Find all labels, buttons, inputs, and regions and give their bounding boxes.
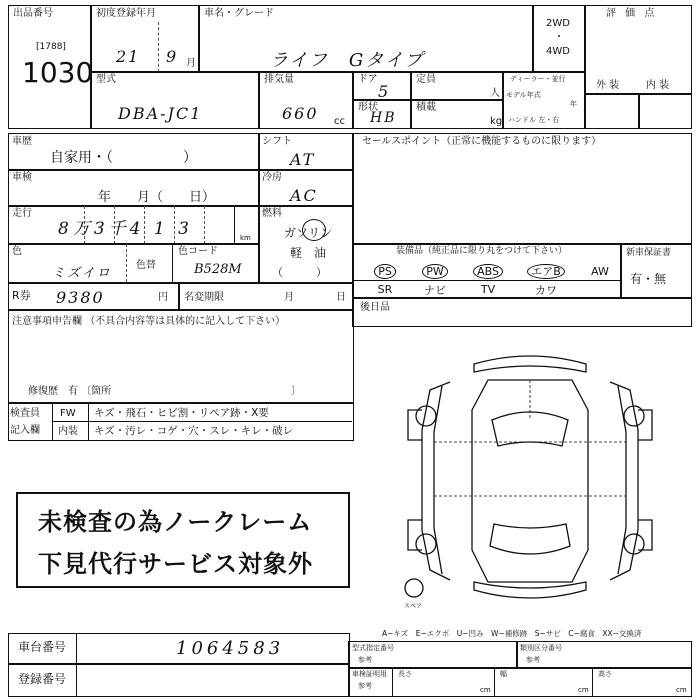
first-reg-divider bbox=[158, 22, 160, 72]
inspector-label-2: 記入欄 bbox=[10, 425, 40, 436]
equip-abs bbox=[460, 262, 516, 280]
equip-tv: TV bbox=[480, 283, 496, 296]
color-value: ミズイロ bbox=[52, 266, 112, 281]
mileage-value: 8万3千4 1 3 bbox=[58, 219, 193, 239]
notes-label: 注意事項申告欄 （不具合内容等は具体的に記入して下さい） bbox=[12, 316, 286, 327]
chassis-value: 1064583 bbox=[176, 638, 285, 659]
ac-value: AC bbox=[290, 186, 318, 205]
dealer-label: ディーラー・並行 bbox=[510, 75, 566, 83]
history-label: 車歴 bbox=[12, 136, 32, 147]
name-change-label: 名変期限 bbox=[184, 292, 224, 303]
color-code-value: B528M bbox=[194, 262, 242, 277]
displacement-unit: cc bbox=[334, 116, 345, 127]
inspector-int-value: キズ・汚レ・コゲ・穴・スレ・キレ・破レ bbox=[94, 425, 294, 437]
equip-ps bbox=[360, 262, 410, 280]
interior-label: 内 装 bbox=[646, 80, 670, 91]
model-spec-ref: 参考 bbox=[358, 656, 372, 664]
capacity-unit: 人 bbox=[490, 88, 500, 99]
equip-ps-circle: PS bbox=[374, 264, 396, 279]
load-label: 積載 bbox=[416, 102, 436, 113]
notice-line-1: 未検査の為ノークレーム bbox=[38, 508, 313, 536]
shift-label: シフト bbox=[262, 136, 292, 147]
eval-label: 評 価 点 bbox=[606, 8, 658, 19]
inspector-fw-label: FW bbox=[60, 408, 76, 419]
equip-airbag-circle: エアB bbox=[527, 264, 565, 279]
warranty-label: 新車保証書 bbox=[626, 248, 672, 258]
height-label: 高さ bbox=[598, 670, 612, 678]
rear-label: 後日品 bbox=[360, 302, 390, 313]
width-unit: cm bbox=[578, 686, 589, 694]
model-year-unit: 年 bbox=[570, 100, 577, 108]
handle-label: ハンドル 左・右 bbox=[508, 116, 560, 124]
exterior-box bbox=[584, 93, 640, 129]
door-value: 5 bbox=[378, 82, 391, 101]
shift-value: AT bbox=[290, 150, 316, 169]
type-cat-label: 類別区分番号 bbox=[520, 644, 562, 652]
model-year-label: モデル年式 bbox=[506, 91, 541, 99]
color-divider bbox=[126, 244, 128, 282]
equip-leather: カワ bbox=[535, 283, 557, 297]
inspector-int-label: 内装 bbox=[58, 426, 78, 437]
color-change-label: 色替 bbox=[136, 260, 156, 271]
type-cat-ref: 参考 bbox=[526, 656, 540, 664]
lot-number: 1030 bbox=[22, 56, 94, 89]
first-reg-month-unit: 月 bbox=[186, 58, 196, 69]
lot-small-number: [1788] bbox=[36, 42, 66, 52]
warranty-value: 有・無 bbox=[630, 272, 667, 286]
recycle-label: R券 bbox=[12, 289, 31, 302]
height-unit: cm bbox=[676, 686, 687, 694]
equip-navi: ナビ bbox=[424, 283, 446, 297]
capacity-label: 定員 bbox=[416, 74, 436, 85]
displacement-value: 660 bbox=[282, 104, 319, 123]
equip-pw bbox=[410, 262, 460, 280]
inspector-fw-value: キズ・飛石・ヒビ割・リペア跡・X要 bbox=[94, 407, 269, 419]
damage-legend: A−キズ E−エクボ U−凹み W−補修跡 S−サビ C−腐食 XX−交換済 bbox=[382, 629, 642, 638]
recycle-unit: 円 bbox=[158, 292, 168, 303]
color-code-divider bbox=[172, 244, 174, 282]
model-label: 型式 bbox=[96, 74, 116, 85]
inspection-value: 年 月（ 日） bbox=[98, 190, 216, 205]
shape-value: HB bbox=[370, 110, 397, 126]
drive-2wd: 2WD bbox=[546, 18, 570, 29]
fuel-gas-circle bbox=[302, 219, 326, 241]
model-spec-label: 型式指定番号 bbox=[352, 644, 394, 652]
car-diagram bbox=[390, 350, 670, 620]
name-change-month: 月 bbox=[284, 292, 294, 303]
exterior-label: 外 装 bbox=[596, 80, 620, 91]
sales-label: セールスポイント（正常に機能するものに限ります） bbox=[362, 136, 602, 147]
equip-airbag bbox=[516, 262, 576, 280]
cert-label: 車検証明用 bbox=[352, 670, 387, 678]
first-reg-label: 初度登録年月 bbox=[96, 8, 156, 19]
ac-label: 冷房 bbox=[262, 172, 282, 183]
model-value: DBA-JC1 bbox=[118, 104, 203, 123]
equip-pw-circle: PW bbox=[422, 264, 448, 279]
notice-line-2: 下見代行サービス対象外 bbox=[38, 550, 313, 578]
color-label: 色 bbox=[12, 246, 22, 257]
repair-label: 修復歴 有 〔箇所 〕 bbox=[28, 386, 302, 397]
drive-4wd: 4WD bbox=[546, 46, 570, 57]
reg-label: 登録番号 bbox=[18, 672, 67, 686]
rear-box bbox=[352, 297, 692, 327]
name-value: ライフ Gタイプ bbox=[270, 50, 425, 71]
equip-aw: AW bbox=[591, 264, 609, 278]
mileage-label: 走行 bbox=[12, 208, 32, 219]
length-unit: cm bbox=[480, 686, 491, 694]
name-label: 車名・グレード bbox=[204, 8, 274, 19]
displacement-label: 排気量 bbox=[264, 74, 294, 85]
name-change-day: 日 bbox=[336, 292, 346, 303]
door-label: ドア bbox=[358, 74, 378, 85]
drive-dot: ・ bbox=[554, 32, 564, 43]
length-label: 長さ bbox=[398, 670, 412, 678]
inspection-label: 車検 bbox=[12, 172, 32, 183]
first-reg-year: 21 bbox=[116, 47, 141, 66]
interior-box bbox=[638, 93, 692, 129]
first-reg-month: 9 bbox=[166, 47, 179, 66]
fuel-label: 燃料 bbox=[262, 208, 282, 219]
fuel-paren: （ ） bbox=[272, 266, 327, 279]
history-value: 自家用・（ ） bbox=[50, 150, 197, 166]
mileage-unit: km bbox=[240, 234, 251, 242]
fuel-gas: ガソリン bbox=[284, 226, 333, 240]
sales-box bbox=[352, 133, 692, 245]
color-code-label: 色コード bbox=[178, 246, 218, 257]
chassis-label: 車台番号 bbox=[18, 640, 67, 654]
cert-ref: 参考 bbox=[358, 682, 372, 690]
inspector-label-1: 検査員 bbox=[10, 408, 40, 419]
fuel-diesel: 軽 油 bbox=[290, 246, 327, 260]
load-unit: kg bbox=[490, 116, 503, 127]
lot-label: 出品番号 bbox=[13, 8, 53, 19]
shape-label: 形状 bbox=[358, 102, 378, 113]
equip-abs-circle: ABS bbox=[473, 264, 503, 279]
equipment-label: 装備品（純正品に限り丸をつけて下さい） bbox=[396, 246, 568, 256]
recycle-value: 9380 bbox=[56, 288, 105, 307]
spare-label: スペア bbox=[404, 603, 423, 610]
equip-sr: SR bbox=[377, 283, 393, 296]
width-label: 幅 bbox=[500, 670, 507, 678]
